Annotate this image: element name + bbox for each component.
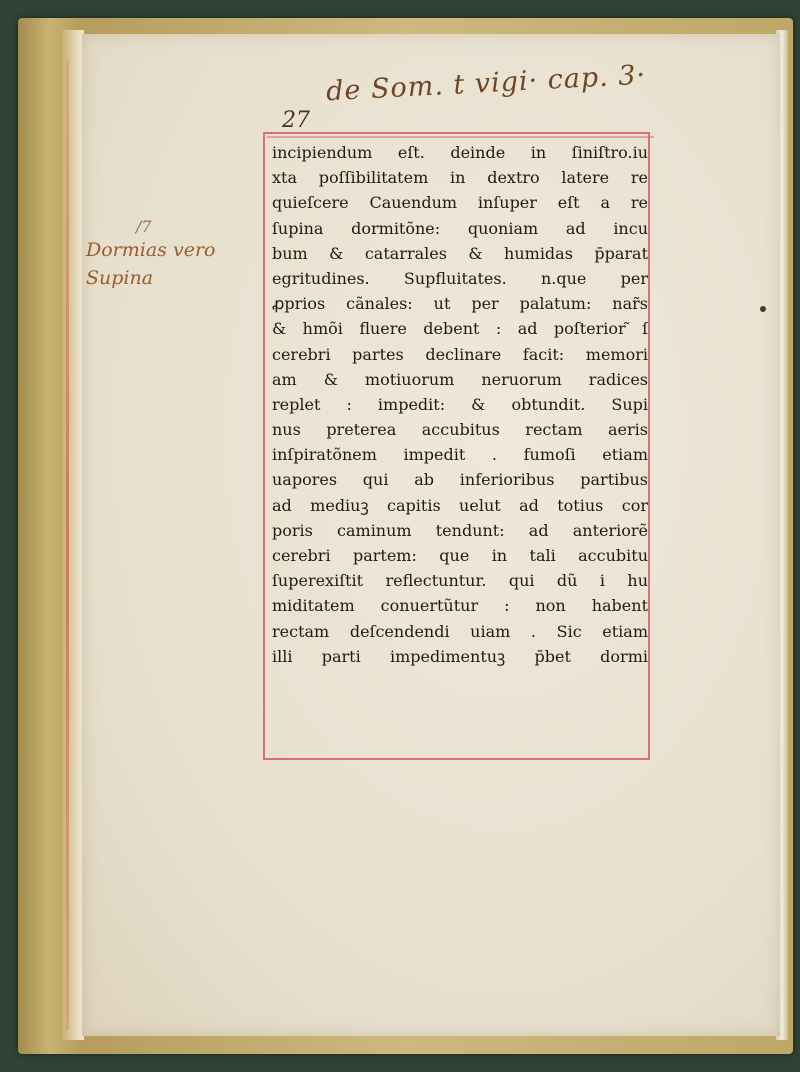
margin-line-2: Supina [86, 267, 154, 289]
text-line: xta poſſibilitatem in dextro latere re [272, 168, 648, 188]
text-line: miditatem conuertũtur : non habent [272, 596, 648, 616]
text-line: egritudines. Supfluitates. n.que per [272, 268, 648, 288]
header-annotation: de Som. t vigi· cap. 3· [325, 59, 647, 108]
text-line: poris caminum tendunt: ad anteriorẽ [272, 520, 648, 540]
text-line: illi parti impedimentuꝫ p̄bet dormi [272, 646, 648, 666]
text-line: replet : impedit: & obtundit. Supi [272, 394, 648, 414]
text-line: nus preterea accubitus rectam aeris [272, 420, 648, 440]
text-line: bum & catarrales & humidas p̄parat [272, 243, 648, 263]
text-line: uapores qui ab inferioribus partibus [272, 470, 648, 490]
text-line: inſpiratõnem impedit . fumoſi etiam [272, 445, 648, 465]
folio-number: 27 [282, 108, 310, 133]
text-line: ad mediuꝫ capitis uelut ad totius cor [272, 495, 648, 515]
margin-line-1: Dormias vero [86, 239, 216, 261]
text-line: cerebri partem: que in tali accubitu [272, 546, 648, 565]
text-line: ſuperexiſtit reflectuntur. qui dũ i hu [272, 571, 648, 591]
text-line: ſupina dormitõne: quoniam ad incu [272, 218, 648, 238]
margin-annotation [86, 218, 215, 292]
text-line: quieſcere Cauendum inſuper eſt a re [272, 193, 648, 213]
text-line: incipiendum eſt. deinde in ſiniſtro.iu [272, 143, 648, 162]
body-text [272, 140, 648, 669]
text-line: rectam deſcendendi uiam . Sic etiam [272, 621, 648, 641]
ink-spot [760, 306, 766, 312]
text-line: cerebri partes declinare facit: memori [272, 344, 648, 364]
margin-mark: /7 [136, 217, 152, 236]
gutter-red-rule [66, 60, 69, 1030]
text-line: am & motiuorum neruorum radices [272, 369, 648, 389]
text-line: & hmõi fluere debent : ad poſterior ̃ſ [272, 319, 648, 339]
text-line: ꝓprios cãnales: ut per palatum: nar̃s [272, 294, 648, 314]
